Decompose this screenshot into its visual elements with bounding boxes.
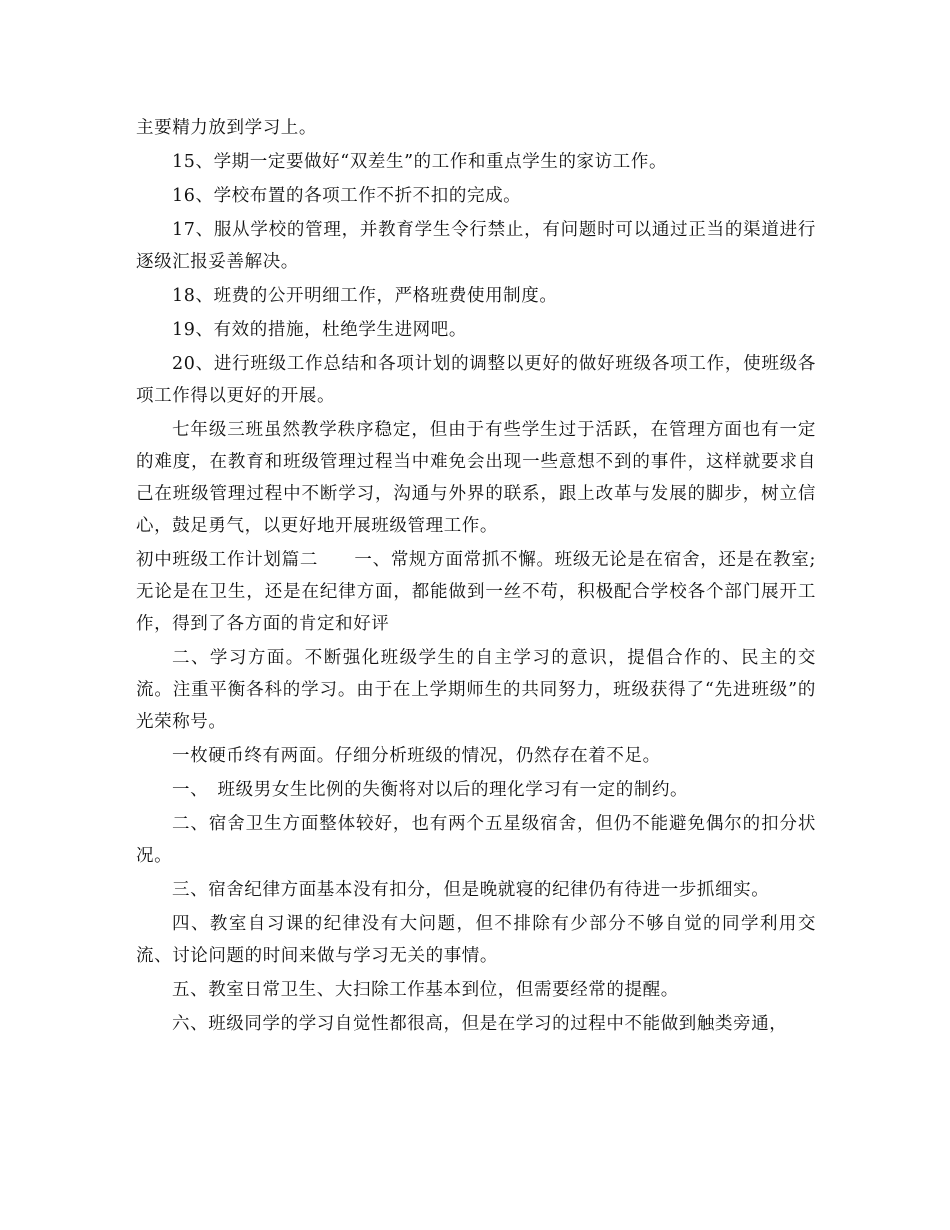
list-item: 六、班级同学的学习自觉性都很高，但是在学习的过程中不能做到触类旁通， xyxy=(172,1014,788,1034)
paragraph: 19、有效的措施，杜绝学生进网吧。 xyxy=(172,320,467,340)
document-body xyxy=(136,112,816,1042)
paragraph: 17、服从学校的管理，并教育学生令行禁止，有问题时可以通过正当的渠道进行逐级汇报妥善解决。 xyxy=(136,220,816,272)
paragraph: 18、班费的公开明细工作，严格班费使用制度。 xyxy=(172,286,558,306)
paragraph: 七年级三班虽然教学秩序稳定，但由于有些学生过于活跃，在管理方面也有一定的难度，在教育和班级管理过程当中难免会出现一些意想不到的事件，这样就要求自己在班级管理过程中不断学习，沟通与外界的联系，跟上改革与发展的脚步，树立信心，鼓足勇气，以更好地开展班级管理工作。 xyxy=(136,420,816,536)
list-item: 四、教室自习课的纪律没有大问题，但不排除有少部分不够自觉的同学利用交流、讨论问题的时间来做与学习无关的事情。 xyxy=(136,914,816,966)
paragraph: 15、学期一定要做好“双差生”的工作和重点学生的家访工作。 xyxy=(172,152,668,172)
paragraph: 二、学习方面。不断强化班级学生的自主学习的意识，提倡合作的、民主的交流。注重平衡各科的学习。由于在上学期师生的共同努力，班级获得了“先进班级”的光荣称号。 xyxy=(136,648,816,732)
section-heading-paragraph: 初中班级工作计划篇二 一、常规方面常抓不懈。班级无论是在宿舍，还是在教室;无论是在卫生，还是在纪律方面，都能做到一丝不苟，积极配合学校各个部门展开工作，得到了各方面的肯定和好评 xyxy=(136,550,816,634)
list-item: 三、宿舍纪律方面基本没有扣分，但是晚就寝的纪律仍有待进一步抓细实。 xyxy=(172,880,770,900)
list-item: 二、宿舍卫生方面整体较好，也有两个五星级宿舍，但仍不能避免偶尔的扣分状况。 xyxy=(136,814,816,866)
paragraph: 主要精力放到学习上。 xyxy=(136,118,317,138)
paragraph: 20、进行班级工作总结和各项计划的调整以更好的做好班级各项工作，使班级各项工作得以更好的开展。 xyxy=(136,354,816,406)
paragraph: 一枚硬币终有两面。仔细分析班级的情况，仍然存在着不足。 xyxy=(172,746,661,766)
list-item: 五、教室日常卫生、大扫除工作基本到位，但需要经常的提醒。 xyxy=(172,980,679,1000)
paragraph: 16、学校布置的各项工作不折不扣的完成。 xyxy=(172,186,522,206)
list-item: 一、 班级男女生比例的失衡将对以后的理化学习有一定的制约。 xyxy=(172,780,689,800)
